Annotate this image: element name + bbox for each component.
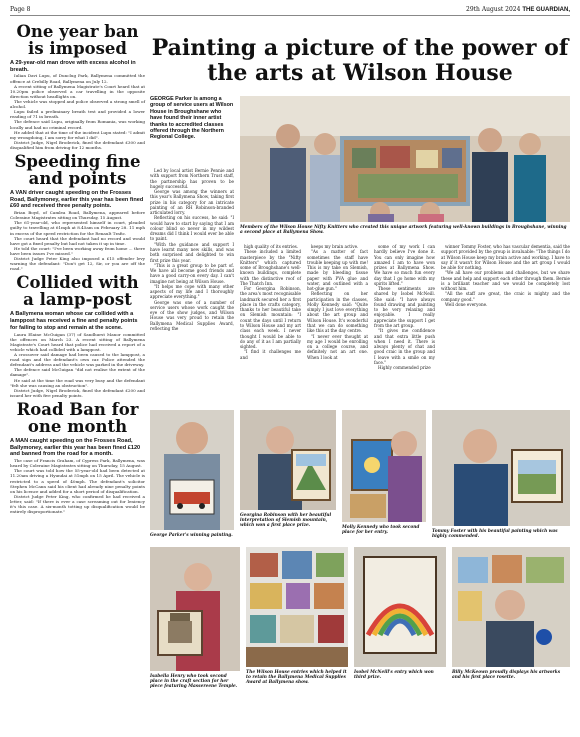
article-paragraph: "With the guidance and support I have learnt many new skills, and was both surprised and delighted to win first prize this year. [150,241,234,263]
story-intro: A Ballymena woman whose car collided with a lamppost has received a fine and penalty points for failing to stop and remain at the scene. [10,311,138,331]
article-standfirst: GEORGE Parker is among a group of service users at Wilson House in Broughshane who have found their inner artist thanks to accredited classes offered through the Northern Regional College. [150,96,234,141]
story-paragraph: Iulian Davi Lupu, of Dunclug Park, Ballymena committed the offence at Crebilly Road, Ballymena on July 12. [10,73,145,84]
caption-isabella: Isabella Henry who took second place in the craft section for her piece featuring Massereene Temple. [150,674,238,690]
story-headline: Speeding fine and points [14,152,141,188]
story-paragraph: The 61-year-old, who represented himself in court, pleaded guilty to travelling at 61mph at 8.45am on February 28. 11 mph in excess of the speed restriction for the Renault Trafic. [10,220,145,236]
story-paragraph: District Judge Peter King also imposed a £15 offender levy warning the defendant: "Don't get 12, Sir, or you are off the road." [10,256,145,272]
story-road-ban [10,402,145,514]
story-headline: Collided with a lamp-post [16,273,139,309]
story-paragraph: District Judge, Nigel Broderick, fined the defendant £200 and issued her with five penalty points. [10,387,145,398]
story-intro: A MAN caught speeding on the Frosses Road, Ballymoney, earlier this year has been fined £120 and banned from the road for a month. [10,438,141,458]
story-paragraph: Lupu failed a preliminary breath test and provided a lower reading of 71 in breath. [10,109,145,120]
article-paragraph: "I never ever thought at my age I would be enrolling on a college course, and definitely not an art one. When I look at [307,333,368,360]
photo-isobel-entry [354,547,446,667]
article-paragraph: "As a matter of fact sometimes the staff have trouble keeping up with me! This is my take on Slemish, made by bleeding tissue paper with PVA glue and water, and outlined with a hot-glue gun." [307,249,368,292]
article-paragraph: "It gives me confidence and that extra little push when I need it. There is always plenty of chat and good craic in the group and I leave with a smile on my face." [374,328,435,365]
article-paragraph: "We all have our problems and challenges, but we share these and help and support each other through them. Bernie is a brilliant teacher and we would be completely lost without him. [441,270,570,292]
article-paragraph: "It helps me cope with many other aspects of my life and I thoroughly appreciate everything." [150,283,234,300]
story-one-year-ban [10,24,145,150]
article-column-1 [150,168,234,356]
caption-isobel: Isobel McNeill's entry which won third prize. [354,670,434,681]
article-column-3 [307,244,368,360]
story-paragraph: District Judge Peter King, who confirmed he had received a letter, said: "If there is ever a case screaming out for leniency it's this case. A six-month totting up disqualification would be entirely disproportionate." [10,493,145,515]
article-paragraph: high quality of its entries. [244,244,299,249]
caption-billy: Billy McKeown proudly displays his artworks and his first place rosette. [452,670,561,681]
story-paragraph: The defence said McGuigan "did not realise the extent of the damage". [10,367,145,378]
article-paragraph: George was one of a number of service users whose work caught the eye of the show judges, and Wilson House was very proud to retain the Ballymena Medical Supplies Award, reflecting the [150,299,234,331]
main-headline: Painting a picture of the power of the arts at Wilson House [151,35,569,86]
article-paragraph: some of my work I can hardly believe I've done it. You can only imagine how amazed I am to have won prizes at Ballymena Show. We have so much fun every day that I go home with my spirits lifted." [374,244,435,286]
story-paragraph: The court heard that the defendant had no record and would have got a fixed penalty but had not taken it up in time. [10,235,145,246]
story-headline: One year ban is imposed [16,22,139,58]
story-paragraph: He said at the time the road was very busy and the defendant "felt she was causing an obstruction". [10,377,145,388]
header-rule [10,15,570,16]
photo-entries [246,547,348,667]
article-paragraph: "All the staff are great, the craic is mighty and the company good." [441,291,570,302]
caption-george: George Parker's winning painting. [150,533,233,538]
page-number: Page 8 [10,6,31,13]
story-paragraph: A crossover said damage had been caused to the lamppost, a road sign and the defendant's own car. Police attended the defendant's address and the vehicle was parked in the driveway. [10,352,145,368]
article-column-4 [374,244,435,371]
photo-molly [342,410,426,522]
news-in-brief-column [10,20,145,731]
article-paragraph: These sentiments are shared by Isobel McNeill. She said: "I have always found drawing and painting to be very relaxing and enjoyable. I really appreciate the support I get from the art group. [374,286,435,328]
story-headline: Road Ban for one month [16,400,139,436]
article-paragraph: These included a limited masterpiece by the "Nifty Knitters" which captured some of Broughshane's well-known buildings, complete with the distinctive roof of The Thatch Inn. [240,249,301,286]
story-paragraph: Laura Elaine McGuigan (37) of Sandhurst Manor committed the offences on March 23. A recent sitting of Ballymena Magistrate's Court heard that police had received a report of a vehicle which had collided with a lamppost. [10,331,145,352]
article-paragraph: "This is a great group to be part of. We have all become good friends and have a good carry-on every day. I can't imagine not being at Wilson House. [150,262,234,284]
article-paragraph: Well done everyone. [445,301,488,307]
article-paragraph: Reflecting on her participation in the classes, Molly Kennedy said: "Quite simply I just love everything about the art group and Wilson House. It's wonderful that we can do something like this at the day centre. [307,291,368,334]
story-paragraph: He told the court: "I've been working away from home ... there have been issues I've missed." [10,245,145,257]
story-paragraph: The court was told how the 55-year-old had been detected at 11.20am driving a Hyundai at 51mph on 15 April. The vehicle is restricted to a speed of 40mph. The defendant's solicitor Stephen McCann said his client had already nine penalty points on his licence and added for a short period of disqualification. [10,468,145,494]
article-paragraph: "I find it challenges me and [240,349,301,360]
article-paragraph: George was among the winners at this year's Ballymena Show, taking first prize in his category for an intricate painting of an RH Robinson-branded articulated lorry. [150,189,234,216]
article-paragraph: Reflecting on his success, he said: "I would have to start by saying that I am colour blind so never in my wildest dreams did I think I would ever be able to paint. [150,215,234,242]
story-intro: A 29-year-old man drove with excess alcohol in breath. [10,60,136,73]
story-paragraph: The case of Francis Graham, of Cypress Park, Ballymena, was heard by Coleraine Magistrates sitting on Thursday, 15 August. [10,458,145,469]
article-paragraph: keeps my brain active. [311,244,359,249]
group-photo [240,96,570,222]
story-paragraph: The vehicle was stopped and police observed a strong smell of alcohol. [10,98,145,110]
story-paragraph: District Judge, Nigel Broderick, fined the defendant £300 and disqualified him from driving for 12 months. [10,139,145,150]
photo-george-painting [150,410,234,530]
photo-georgina [240,410,336,510]
article-paragraph: Led by local artist Bernie Pennie and with support from Northern Trust staff, the partnership has proven to be hugely successful. [150,168,234,189]
article-column-5 [441,244,570,356]
story-paragraph: The defence said Lupu, originally from Romania, was working locally and had no criminal record. [10,119,145,130]
story-paragraph: A recent sitting of Ballymena Magistrate's Court heard that at 10.20pm police observed a car travelling in the opposite direction without headlights on. [10,83,145,99]
story-speeding-fine [10,154,145,271]
photo-billy [452,547,570,667]
caption-group-photo: Members of the Wilson House Nifty Knitters who created this unique artwork featuring well-known buildings in Broughshane, winning a second place at Ballymena Show. [240,225,567,236]
issue-date: 29th August 2024 [466,6,521,13]
article-paragraph: For Georgina Robinson, the area's most recognisable landmark secured her a first place in the crafts category, thanks to her beautiful take on Slemish mountain: "I count the days until I return to Wilson House and my art class each week. I never thought I would be able to do any of it as I am partially sighted. [240,286,301,350]
story-lamp-post [10,275,145,398]
caption-georgina: Georgina Robinson with her beautiful interpretation of Slemish mountain, which won a first place prize. [240,513,332,529]
article-column-2 [240,244,301,360]
story-intro: A VAN driver caught speeding on the Frosses Road, Ballymoney, earlier this year has been fined £60 and received three penalty points. [10,190,144,210]
photo-tommy [432,410,570,526]
story-paragraph: He added that at the time of the incident Lupu stated: "I admit my wrongdoing, I am sorry for what I did". [10,129,145,140]
article-paragraph: winner Tommy Foster, who has vascular dementia, said the support provided by the group is invaluable: "The things I do at Wilson House keep my brain active and working. I have to say if it wasn't for Wilson House and the art group I would be able for nothing. [441,244,570,271]
masthead-date [466,6,570,13]
photo-isabella [150,547,240,671]
paper-name: THE GUARDIAN, [522,7,570,13]
story-paragraph: Brian Boyd, of Camlea Road, Ballymena, appeared before Coleraine Magistrates sitting on Thursday, 15 August. [10,210,145,221]
caption-molly: Molly Kennedy who took second place for her entry. [342,525,420,536]
caption-entries: The Wilson House entries which helped it to retain the Ballymena Medical Supplies Award at Ballymena show. [246,670,347,686]
caption-tommy: Tommy Foster with his beautiful painting which was highly commended. [432,529,558,540]
article-paragraph: Highly commended prize [378,365,431,371]
